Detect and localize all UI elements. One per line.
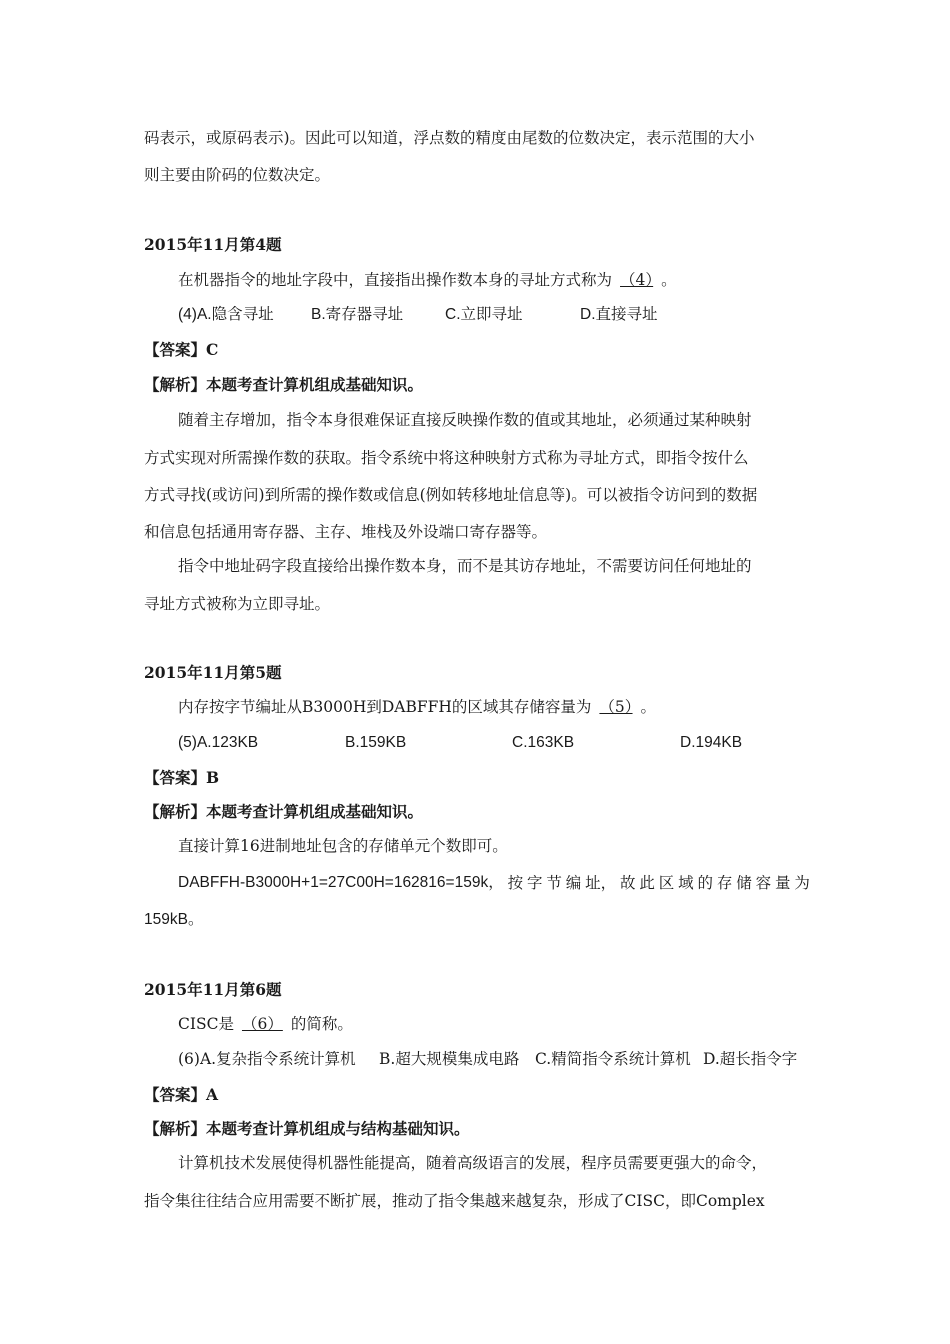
q4-option-c: C.立即寻址 xyxy=(445,306,523,323)
q4-analysis-p2-line1: 指令中地址码字段直接给出操作数本身，而不是其访存地址，不需要访问任何地址的 xyxy=(178,557,752,575)
q5-word: 故 xyxy=(619,874,636,892)
q5-word: 存 xyxy=(716,874,733,892)
q5-stem-end: 。 xyxy=(640,698,657,716)
q5-option-b: B.159KB xyxy=(345,734,407,751)
q5-option-d: D.194KB xyxy=(680,734,743,751)
q4-answer: 【答案】C xyxy=(144,340,219,359)
q6-option-b: B.超大规模集成电路 xyxy=(379,1050,520,1068)
q5-analysis-p2-line1 xyxy=(178,872,810,894)
q6-blank: （6） xyxy=(241,1015,283,1033)
q6-option-c: C.精简指令系统计算机 xyxy=(535,1050,691,1068)
q4-analysis-p2-line2: 寻址方式被称为立即寻址。 xyxy=(144,595,331,613)
q6-stem-end: 的简称。 xyxy=(290,1015,353,1033)
q4-stem xyxy=(178,269,810,291)
q5-answer: 【答案】B xyxy=(144,768,220,787)
q4-option-a: (4)A.隐含寻址 xyxy=(178,306,274,323)
q5-word: 此 xyxy=(639,874,655,892)
q4-analysis-p1-line1: 随着主存增加，指令本身很难保证直接反映操作数的值或其地址，必须通过某种映射 xyxy=(178,411,752,429)
q5-word: 字 xyxy=(526,874,543,892)
q4-analysis-title: 【解析】本题考查计算机组成基础知识。 xyxy=(144,375,424,394)
q5-heading: 2015年11月第5题 xyxy=(144,663,282,682)
q5-word: 区 xyxy=(658,874,675,892)
q6-analysis-title: 【解析】本题考查计算机组成与结构基础知识。 xyxy=(144,1119,470,1138)
q5-word: 容 xyxy=(755,874,772,892)
q5-word: 编 xyxy=(565,874,582,892)
q5-calc: DABFFH-B3000H+1=27C00H=162816=159k， xyxy=(178,874,504,891)
q6-analysis-p1-line2: 指令集往往结合应用需要不断扩展，推动了指令集越来越复杂，形成了CISC，即Complex xyxy=(144,1192,765,1210)
q5-blank: （5） xyxy=(599,698,633,716)
q5-word: 储 xyxy=(736,874,752,892)
q6-option-d: D.超长指令字 xyxy=(703,1050,798,1068)
q5-analysis-p2-line2: 159kB。 xyxy=(144,911,204,928)
q5-options xyxy=(178,732,810,754)
q5-word: 域 xyxy=(678,874,694,892)
q6-option-a: (6)A.复杂指令系统计算机 xyxy=(178,1050,356,1068)
q4-heading: 2015年11月第4题 xyxy=(144,235,282,254)
intro-line-2: 则主要由阶码的位数决定。 xyxy=(144,166,331,184)
q4-blank: （4） xyxy=(620,271,654,289)
q6-options xyxy=(178,1048,810,1070)
q5-analysis-title: 【解析】本题考查计算机组成基础知识。 xyxy=(144,802,424,821)
q4-option-d: D.直接寻址 xyxy=(580,306,658,323)
q5-analysis-p1: 直接计算16进制地址包含的存储单元个数即可。 xyxy=(178,837,508,855)
q5-word: 节 xyxy=(546,874,562,892)
q5-word: 为 xyxy=(794,874,810,892)
q5-word: 的 xyxy=(697,874,713,892)
q4-analysis-p1-line4: 和信息包括通用寄存器、主存、堆栈及外设端口寄存器等。 xyxy=(144,523,548,541)
q5-word: 按 xyxy=(507,874,524,892)
q6-answer: 【答案】A xyxy=(144,1085,219,1104)
intro-line-1: 码表示，或原码表示)。因此可以知道，浮点数的精度由尾数的位数决定，表示范围的大小 xyxy=(144,129,755,147)
q4-analysis-p1-line2: 方式实现对所需操作数的获取。指令系统中将这种映射方式称为寻址方式，即指令按什么 xyxy=(144,449,749,467)
q6-stem xyxy=(178,1013,810,1035)
q6-stem-text: CISC是 xyxy=(178,1015,234,1033)
q4-options xyxy=(178,304,810,326)
q6-analysis-p1-line1: 计算机技术发展使得机器性能提高，随着高级语言的发展，程序员需要更强大的命令， xyxy=(178,1154,768,1172)
q5-stem xyxy=(178,696,810,718)
q4-option-b: B.寄存器寻址 xyxy=(311,306,404,323)
q5-word: 量 xyxy=(774,874,791,892)
q5-option-a: (5)A.123KB xyxy=(178,734,259,751)
q5-word: 址， xyxy=(585,874,617,892)
q5-option-c: C.163KB xyxy=(512,734,575,751)
q4-stem-text: 在机器指令的地址字段中，直接指出操作数本身的寻址方式称为 xyxy=(178,271,613,289)
q4-stem-end: 。 xyxy=(661,271,677,289)
q5-stem-text: 内存按字节编址从B3000H到DABFFH的区域其存储容量为 xyxy=(178,698,592,716)
q4-analysis-p1-line3: 方式寻找(或访问)到所需的操作数或信息(例如转移地址信息等)。可以被指令访问到的数据 xyxy=(144,486,758,504)
q6-heading: 2015年11月第6题 xyxy=(144,980,282,999)
